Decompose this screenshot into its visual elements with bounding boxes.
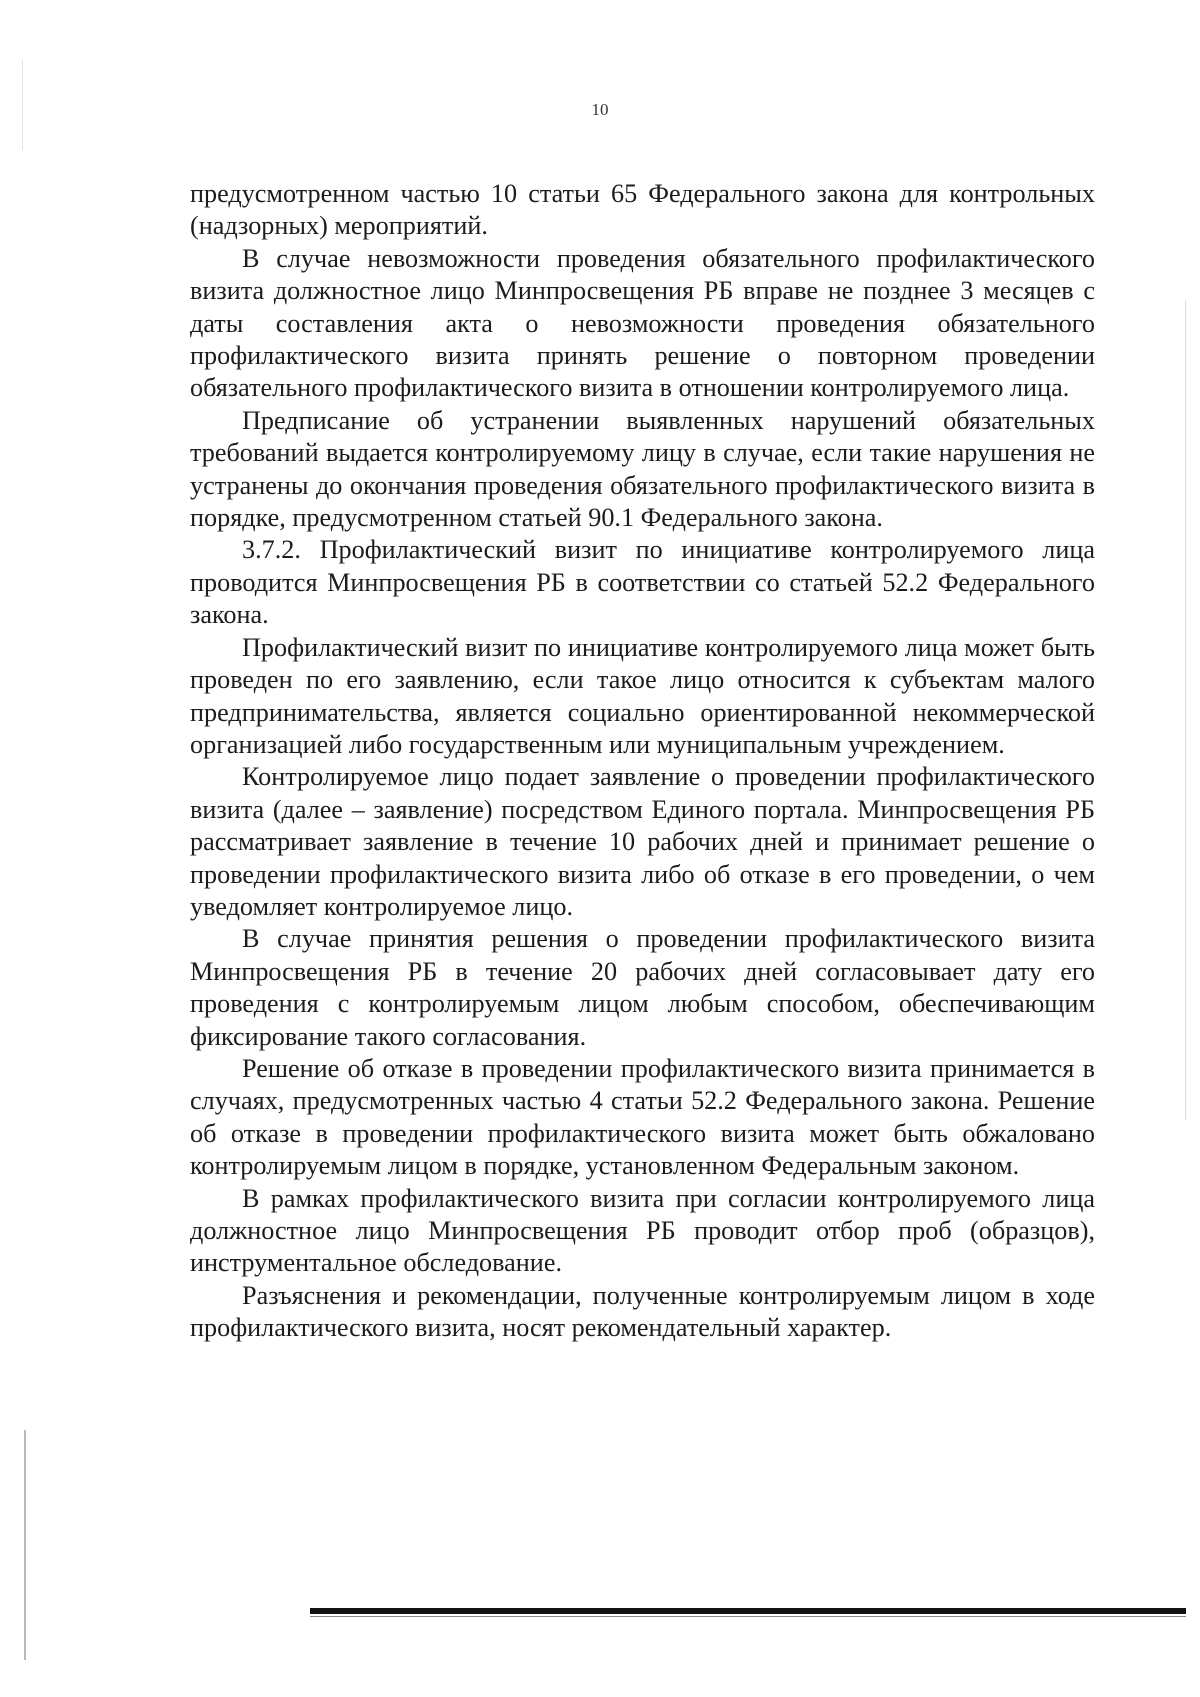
page-number: 10 [591,100,609,119]
paragraph: Профилактический визит по инициативе контролируемого лица может быть проведен по его заявлению, если такое лицо относится к субъектам малого предпринимательства, является социально ориентированной некоммерческой организацией либо государственным или муниципальным учреждением. [190,632,1095,759]
paragraph: Предписание об устранении выявленных нарушений обязательных требований выдается контролируемому лицу в случае, если такие нарушения не устранены до окончания проведения обязательного профилактического визита в порядке, предусмотренном статьей 90.1 Федерального закона. [190,405,1095,533]
paragraph: 3.7.2. Профилактический визит по инициативе контролируемого лица проводится Минпросвещения РБ в соответствии со статьей 52.2 Федерального закона. [190,535,1095,630]
scan-artifact-line [24,1430,26,1660]
document-body [190,178,1095,1345]
paragraph: В рамках профилактического визита при согласии контролируемого лица должностное лицо Минпросвещения РБ проводит отбор проб (образцов), инструментальное обследование. [190,1183,1095,1278]
scan-artifact-bottom-line [310,1616,1186,1617]
paragraph: Контролируемое лицо подает заявление о проведении профилактического визита (далее – заявление) посредством Единого портала. Минпросвещения РБ рассматривает заявление в течение 10 рабочих дней и принимает решение о проведении профилактического визита либо об отказе в его проведении, о чем уведомляет контролируемое лицо. [190,762,1095,921]
scan-artifact-line [1185,300,1186,1120]
paragraph: Разъяснения и рекомендации, полученные контролируемым лицом в ходе профилактического визита, носят рекомендательный характер. [190,1280,1095,1343]
paragraph-continuation: предусмотренном частью 10 статьи 65 Федерального закона для контрольных (надзорных) мероприятий. [190,179,1095,241]
scan-artifact-bottom-bar [310,1608,1186,1614]
paragraph: В случае принятия решения о проведении профилактического визита Минпросвещения РБ в течение 20 рабочих дней согласовывает дату его проведения с контролируемым лицом любым способом, обеспечивающим фиксирование такого согласования. [190,924,1095,1051]
paragraph: Решение об отказе в проведении профилактического визита принимается в случаях, предусмотренных частью 4 статьи 52.2 Федерального закона. Решение об отказе в проведении профилактического визита может быть обжаловано контролируемым лицом в порядке, установленном Федеральным законом. [190,1053,1095,1181]
paragraph: В случае невозможности проведения обязательного профилактического визита должностное лицо Минпросвещения РБ вправе не позднее 3 месяцев с даты составления акта о невозможности проведения обязательного профилактического визита принять решение о повторном проведении обязательного профилактического визита в отношении контролируемого лица. [190,243,1095,403]
